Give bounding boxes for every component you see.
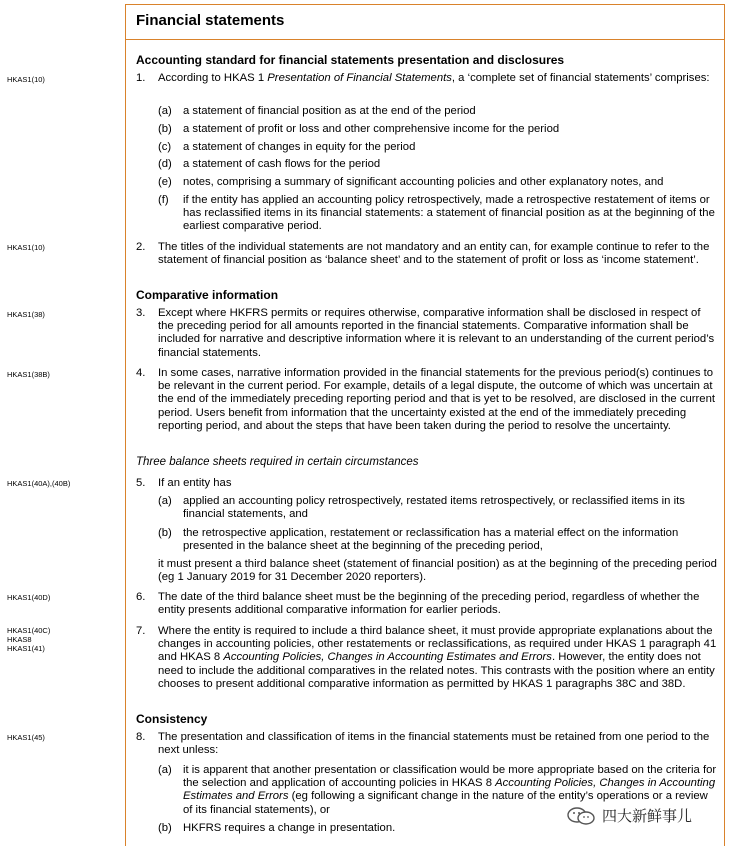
margin-ref: HKAS1(40A),(40B) [7,479,71,488]
watermark [566,805,692,826]
section-heading: Accounting standard for financial statements presentation and disclosures [136,53,565,67]
section-heading: Consistency [136,712,208,726]
paragraph-5-tail: it must present a third balance sheet (statement of financial position) as at the beginning of the preceding period (eg 1 January 2019 for 31 December 2020 reporters). [158,558,717,584]
margin-ref: HKAS1(10) [7,75,45,84]
margin-ref: HKAS1(38) [7,310,45,319]
margin-ref: HKAS1(10) [7,243,45,252]
margin-ref: HKAS8 [7,635,32,644]
margin-ref: HKAS1(45) [7,733,45,742]
right-border [724,40,725,846]
paragraph-text: According to HKAS 1 Presentation of Financial Statements, a ‘complete set of financial statements’ comprises: [158,72,710,84]
margin-ref: HKAS1(40C) [7,626,51,635]
margin-ref: HKAS1(38B) [7,370,50,379]
margin-ref: HKAS1(40D) [7,593,51,602]
wechat-icon [566,807,596,825]
watermark-text: 四大新鲜事儿 [602,808,693,825]
title-box [125,4,725,40]
left-border [125,40,126,846]
section-heading: Comparative information [136,288,279,302]
page-title: Financial statements [136,12,285,29]
margin-ref: HKAS1(41) [7,644,45,653]
paragraph-number: 1. [136,72,146,84]
subsection-heading: Three balance sheets required in certain circumstances [136,456,419,468]
